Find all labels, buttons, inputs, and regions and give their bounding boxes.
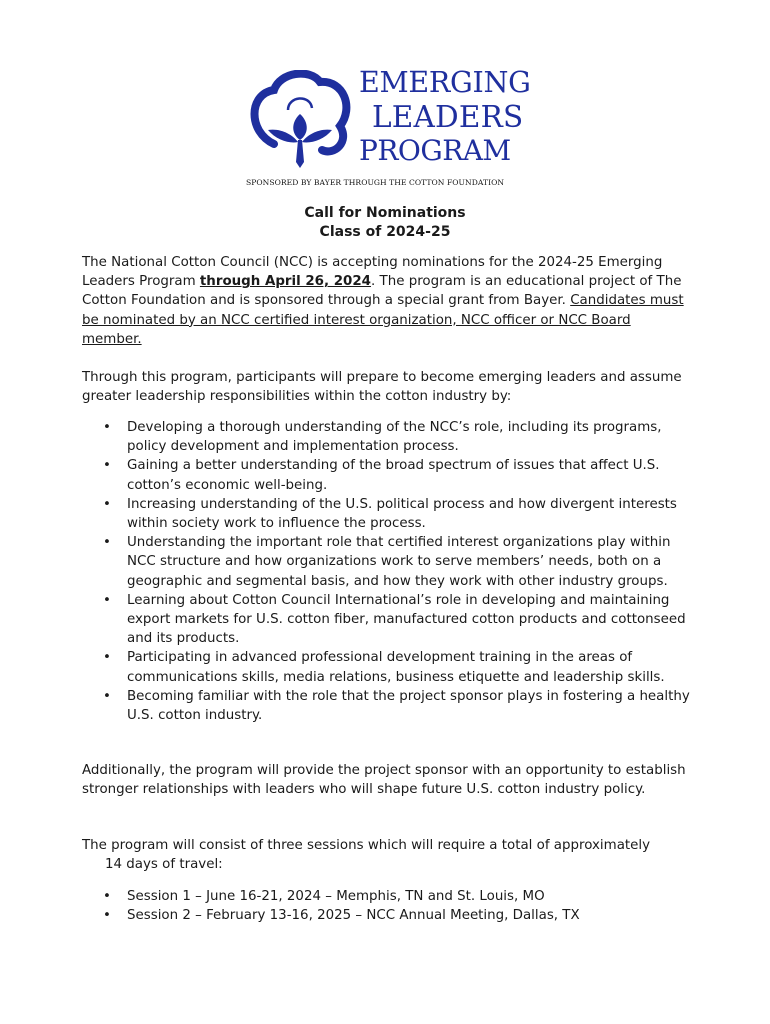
logo-line-program: PROGRAM [359, 134, 511, 167]
list-item: • Becoming familiar with the role that the project sponsor plays in fostering a healthy U.S. cotton industry. [82, 687, 692, 725]
logo-line-leaders: LEADERS [372, 100, 524, 134]
nomination-requirement: Candidates must be nominated by an NCC certified interest organization, NCC officer or NCC Board member. [82, 293, 684, 347]
intro-paragraph [82, 253, 692, 349]
program-logo [244, 66, 534, 188]
deadline-text: through April 26, 2024 [199, 274, 372, 290]
additionally-paragraph: Additionally, the program will provide the project sponsor with an opportunity to establish stronger relationships with leaders who will shape future U.S. cotton industry policy. [82, 763, 686, 798]
goals-list [82, 418, 692, 725]
list-item: • Session 1 – June 16-21, 2024 – Memphis, TN and St. Louis, MO [82, 887, 692, 906]
list-item: • Understanding the important role that certified interest organizations play within NCC structure and how organizations work to serve members’ needs, both on a geographic and segmental basis, and how they work with other industry groups. [82, 533, 692, 591]
sessions-intro-line2: 14 days of travel: [105, 857, 223, 873]
cotton-boll-icon [246, 70, 352, 170]
logo-sponsor-line: SPONSORED BY BAYER THROUGH THE COTTON FOUNDATION [246, 178, 505, 187]
intro-text-b: . The program is an educational project of The Cotton Foundation and is sponsored through a special grant from Bayer. [82, 274, 682, 309]
list-item: • Participating in advanced professional development training in the areas of communications skills, media relations, business etiquette and leadership skills. [82, 648, 692, 686]
list-item: • Developing a thorough understanding of the NCC’s role, including its programs, policy development and implementation process. [82, 418, 692, 456]
heading-class-year: Class of 2024-25 [319, 224, 451, 240]
logo-line-emerging: EMERGING [359, 66, 531, 99]
list-item: • Increasing understanding of the U.S. political process and how divergent interests within society work to influence the process. [82, 495, 692, 533]
list-item: • Gaining a better understanding of the broad spectrum of issues that affect U.S. cotton’s economic well-being. [82, 456, 692, 494]
list-item: • Session 2 – February 13-16, 2025 – NCC Annual Meeting, Dallas, TX [82, 906, 692, 925]
sessions-list [82, 887, 692, 925]
sessions-intro-line1: The program will consist of three sessions which will require a total of approximately [82, 838, 651, 853]
sessions-intro [82, 836, 692, 874]
heading-call-for-nominations: Call for Nominations [304, 205, 466, 221]
intro-text-a: The National Cotton Council (NCC) is accepting nominations for the 2024-25 Emerging Leaders Program [82, 255, 663, 290]
list-item: • Learning about Cotton Council International’s role in developing and maintaining export markets for U.S. cotton fiber, manufactured cotton products and cottonseed and its products. [82, 591, 692, 649]
through-paragraph: Through this program, participants will prepare to become emerging leaders and assume greater leadership responsibilities within the cotton industry by: [82, 370, 682, 405]
